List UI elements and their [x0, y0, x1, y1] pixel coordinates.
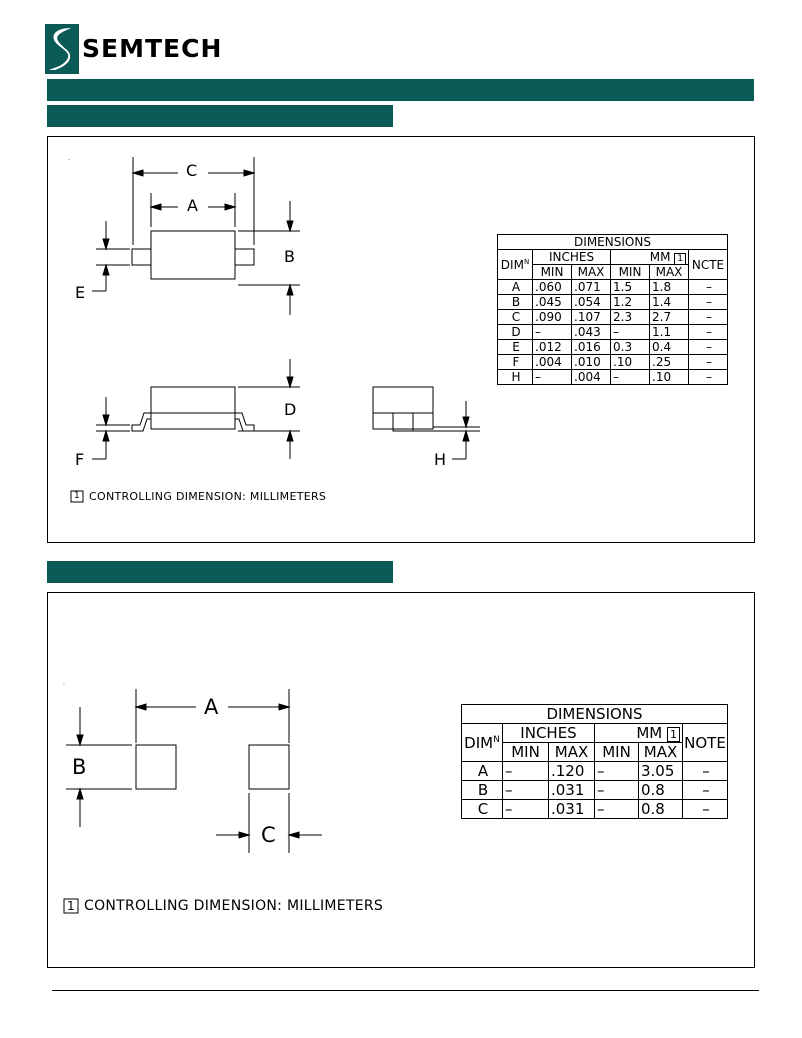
- table-cell: A: [462, 762, 503, 781]
- table-cell: 0.4: [650, 340, 689, 355]
- logo-text: SEMTECH: [82, 34, 223, 63]
- table-cell: .031: [549, 800, 595, 819]
- semtech-logo-icon: [45, 24, 81, 74]
- end-view-body: [373, 387, 433, 429]
- table-cell: 1.2: [611, 295, 650, 310]
- table-cell: –: [689, 355, 728, 370]
- table-title: DIMENSIONS: [462, 705, 728, 724]
- table-cell: –: [683, 762, 728, 781]
- table-cell: 2.7: [650, 310, 689, 325]
- table-cell: .120: [549, 762, 595, 781]
- dim-label-b: B: [284, 247, 295, 266]
- table-cell: 1.4: [650, 295, 689, 310]
- land-pattern-dimensions-table: [461, 704, 728, 819]
- table-cell: .045: [533, 295, 572, 310]
- table-row: [498, 280, 728, 295]
- table-cell: .071: [572, 280, 611, 295]
- dim-column-header: $DIM^N$: [498, 250, 533, 280]
- sub-header: MIN: [595, 743, 639, 762]
- table-cell: B: [498, 295, 533, 310]
- table-row: [462, 781, 728, 800]
- sub-header: MAX: [650, 265, 689, 280]
- dim-column-header: $DIM^N$: [462, 724, 503, 762]
- table-cell: .090: [533, 310, 572, 325]
- table-cell: –: [595, 781, 639, 800]
- section2-title-band: [47, 561, 393, 583]
- sub-header: MAX: [639, 743, 683, 762]
- table-cell: –: [689, 295, 728, 310]
- pad-right: [249, 745, 289, 789]
- table-cell: C: [462, 800, 503, 819]
- table-cell: .060: [533, 280, 572, 295]
- table-cell: A: [498, 280, 533, 295]
- side-view-body: [151, 387, 235, 429]
- dim-label-h: H: [434, 450, 447, 469]
- table-cell: .004: [533, 355, 572, 370]
- note-number: 1: [67, 899, 75, 913]
- table-cell: –: [689, 340, 728, 355]
- table-cell: .10: [611, 355, 650, 370]
- top-view-lead-left: [132, 249, 151, 265]
- table-cell: 0.8: [639, 781, 683, 800]
- dim-label-b: B: [72, 755, 87, 779]
- table-cell: 1.5: [611, 280, 650, 295]
- section1-title-band: [47, 105, 393, 127]
- table-title: DIMENSIONS: [498, 235, 728, 250]
- corner-mark: .: [68, 155, 70, 162]
- table-cell: –: [611, 370, 650, 385]
- table-row: [498, 310, 728, 325]
- table-cell: .043: [572, 325, 611, 340]
- sub-header: MIN: [503, 743, 549, 762]
- sub-header: MAX: [572, 265, 611, 280]
- table-cell: –: [689, 370, 728, 385]
- dim-label-d: D: [284, 400, 297, 419]
- table-cell: –: [683, 781, 728, 800]
- table-cell: B: [462, 781, 503, 800]
- table-cell: 0.3: [611, 340, 650, 355]
- table-row: [498, 325, 728, 340]
- table-cell: .010: [572, 355, 611, 370]
- note-number: 1: [74, 491, 80, 501]
- table-cell: –: [503, 762, 549, 781]
- table-cell: .004: [572, 370, 611, 385]
- table-cell: 1.1: [650, 325, 689, 340]
- top-view-lead-right: [235, 249, 254, 265]
- dim-label-a: A: [187, 196, 198, 215]
- top-view-body: [151, 231, 235, 279]
- dim-label-f: F: [75, 450, 85, 469]
- table-cell: .012: [533, 340, 572, 355]
- dim-label-a: A: [204, 695, 219, 719]
- table-cell: –: [533, 325, 572, 340]
- corner-mark: .: [63, 679, 65, 686]
- note-column-header: NOTE: [683, 724, 728, 762]
- section2-drawing-frame: [47, 592, 755, 968]
- controlling-dimension-note: CONTROLLING DIMENSION: MILLIMETERS: [84, 898, 384, 914]
- table-cell: –: [595, 762, 639, 781]
- table-row: [498, 295, 728, 310]
- table-row: [498, 340, 728, 355]
- sub-header: MIN: [533, 265, 572, 280]
- table-cell: F: [498, 355, 533, 370]
- table-cell: C: [498, 310, 533, 325]
- sub-header: MIN: [611, 265, 650, 280]
- table-row: [498, 355, 728, 370]
- table-cell: H: [498, 370, 533, 385]
- table-cell: E: [498, 340, 533, 355]
- table-cell: 0.8: [639, 800, 683, 819]
- table-cell: .016: [572, 340, 611, 355]
- mm-header: MM 1: [595, 724, 683, 743]
- footer-rule: [52, 990, 759, 991]
- table-cell: –: [533, 370, 572, 385]
- table-cell: .031: [549, 781, 595, 800]
- table-cell: –: [689, 325, 728, 340]
- sub-header: MAX: [549, 743, 595, 762]
- table-cell: –: [689, 280, 728, 295]
- dimensions-table: [497, 234, 728, 385]
- header-band: [47, 79, 754, 101]
- table-row: [462, 762, 728, 781]
- inches-header: INCHES: [533, 250, 611, 265]
- table-cell: .107: [572, 310, 611, 325]
- table-cell: –: [683, 800, 728, 819]
- dim-label-e: E: [75, 283, 86, 302]
- table-cell: –: [689, 310, 728, 325]
- section1-drawing-frame: [47, 136, 755, 543]
- table-cell: .10: [650, 370, 689, 385]
- table-cell: 3.05: [639, 762, 683, 781]
- table-row: [498, 370, 728, 385]
- inches-header: INCHES: [503, 724, 595, 743]
- dim-label-c: C: [186, 161, 198, 180]
- table-cell: –: [503, 800, 549, 819]
- table-cell: .054: [572, 295, 611, 310]
- table-cell: –: [503, 781, 549, 800]
- table-cell: –: [611, 325, 650, 340]
- table-cell: D: [498, 325, 533, 340]
- controlling-dimension-note: CONTROLLING DIMENSION: MILLIMETERS: [89, 490, 327, 503]
- table-row: [462, 800, 728, 819]
- dim-label-c: C: [261, 823, 276, 847]
- mm-header: MM 1: [611, 250, 689, 265]
- table-cell: 1.8: [650, 280, 689, 295]
- pad-left: [136, 745, 176, 789]
- note-column-header: NCTE: [689, 250, 728, 280]
- table-cell: 2.3: [611, 310, 650, 325]
- table-cell: .25: [650, 355, 689, 370]
- table-cell: –: [595, 800, 639, 819]
